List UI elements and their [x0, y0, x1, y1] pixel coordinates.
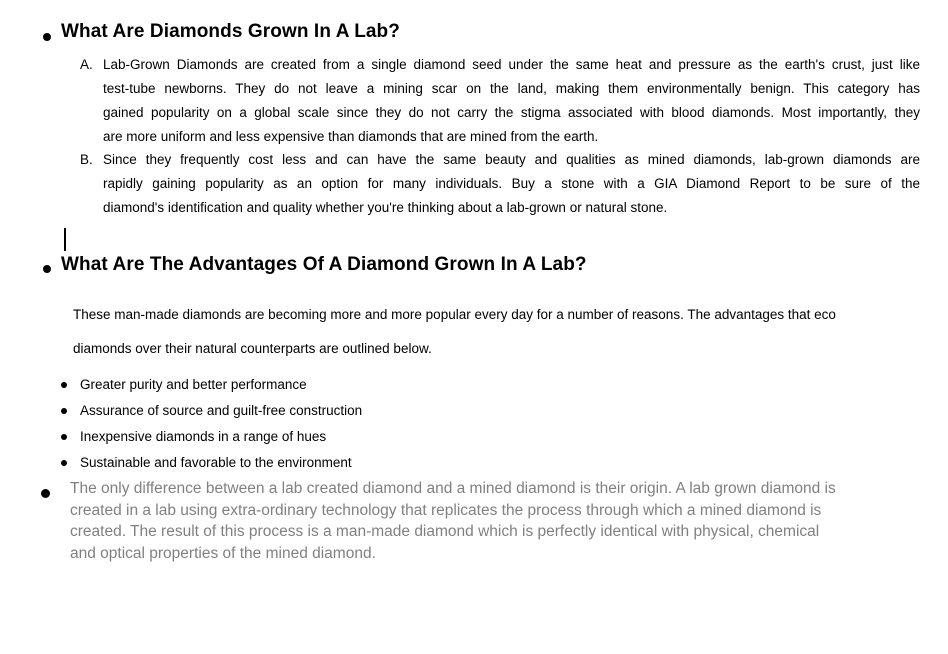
intro-paragraph[interactable]: [73, 298, 933, 366]
bullet-icon: [61, 460, 67, 466]
paragraph-a[interactable]: [103, 53, 920, 149]
text-line[interactable]: Lab-Grown Diamonds are created from a single diamond seed under the same heat and pressure as the earth's crust, just like: [103, 57, 920, 72]
text-cursor-icon: [64, 228, 66, 251]
text-line[interactable]: Since they frequently cost less and can have the same beauty and qualities as mined diamonds, lab-grown diamonds are: [103, 152, 920, 167]
bullet-icon: [43, 265, 51, 273]
text-line[interactable]: diamond's identification and quality whether you're thinking about a lab-grown or natural stone.: [103, 200, 668, 215]
text-line[interactable]: gained popularity on a global scale since they do not carry the stigma associated with blood diamonds. Most importantly, they: [103, 105, 920, 120]
section2-heading[interactable]: What Are The Advantages Of A Diamond Grown In A Lab?: [61, 254, 587, 275]
list-item[interactable]: [61, 450, 362, 476]
text-line[interactable]: are more uniform and less expensive than diamonds that are mined from the earth.: [103, 129, 599, 144]
text-line[interactable]: diamonds over their natural counterparts are outlined below.: [73, 341, 432, 356]
list-item-label[interactable]: Assurance of source and guilt-free construction: [80, 403, 363, 418]
bullet-icon: [61, 382, 67, 388]
text-line[interactable]: test-tube newborns. They do not leave a mining scar on the land, making them environmentally benign. This category has: [103, 81, 920, 96]
section1-heading[interactable]: What Are Diamonds Grown In A Lab?: [61, 21, 400, 42]
text-line[interactable]: created. The result of this process is a man-made diamond which is perfectly identical with physical, chemical: [70, 523, 820, 540]
list-item[interactable]: [61, 398, 362, 424]
bullet-icon: [43, 33, 51, 41]
text-line[interactable]: created in a lab using extra-ordinary technology that replicates the process through which a mined diamond is: [70, 501, 822, 519]
text-line[interactable]: These man-made diamonds are becoming more and more popular every day for a number of reasons. The advantages that eco: [73, 307, 836, 322]
list-marker-a: A.: [80, 57, 93, 72]
text-line[interactable]: and optical properties of the mined diamond.: [70, 544, 376, 562]
list-item[interactable]: [61, 424, 362, 450]
bullet-icon: [61, 434, 67, 440]
list-item-label[interactable]: Greater purity and better performance: [80, 377, 307, 392]
text-line[interactable]: The only difference between a lab created diamond and a mined diamond is their origin. A lab grown diamond is: [70, 480, 836, 497]
list-marker-b: B.: [80, 152, 93, 167]
advantages-list[interactable]: [61, 372, 362, 476]
bullet-icon: [41, 489, 50, 498]
text-line[interactable]: rapidly gaining popularity as an option for many individuals. Buy a stone with a GIA Diamond Report to be sure of the: [103, 176, 920, 191]
list-item[interactable]: [61, 372, 362, 398]
summary-paragraph[interactable]: [70, 478, 915, 564]
list-item-label[interactable]: Sustainable and favorable to the environment: [80, 455, 352, 470]
paragraph-b[interactable]: [103, 148, 920, 220]
list-item-label[interactable]: Inexpensive diamonds in a range of hues: [80, 429, 327, 444]
bullet-icon: [61, 408, 67, 414]
